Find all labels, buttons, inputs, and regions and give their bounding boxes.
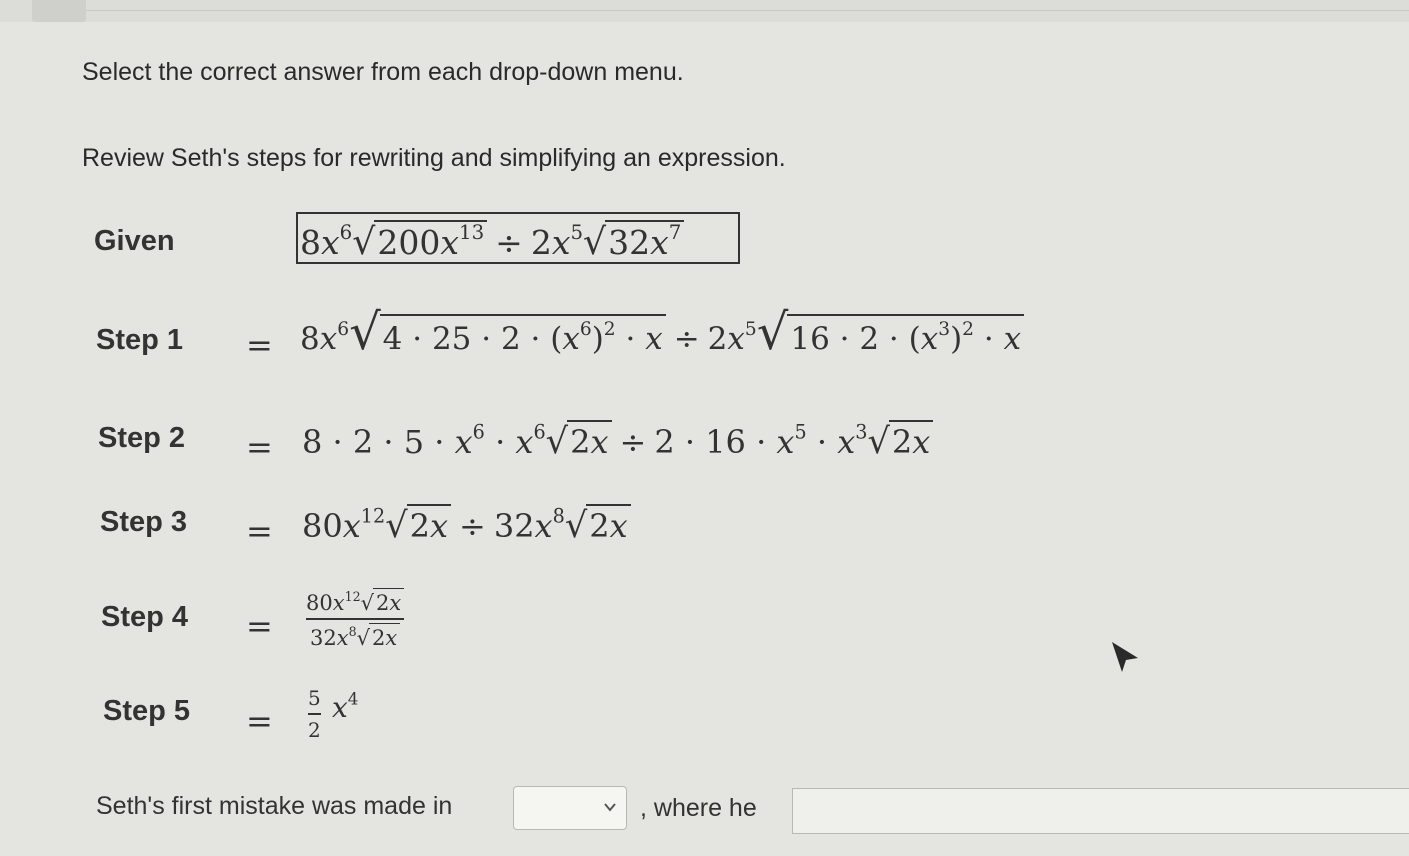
top-bar — [0, 0, 1409, 22]
step-1-expression: $8x^6√4 \cdot 25 \cdot 2 \cdot (x^6)^2 \cdot x \div 2x^5√16 \cdot 2 \cdot (x^3)^2 \cdot x$ — [300, 308, 1024, 358]
chevron-down-icon — [602, 799, 618, 815]
step-5-fraction — [308, 686, 321, 742]
step-2-equals: = — [246, 428, 273, 466]
answer-sentence-mid: , where he — [640, 794, 757, 822]
mouse-cursor-icon — [1110, 640, 1142, 676]
step-label-5: Step 5 — [103, 695, 191, 727]
prompt-text: Review Seth's steps for rewriting and simplifying an expression. — [82, 144, 786, 172]
step-label-3: Step 3 — [100, 506, 188, 538]
step-4-denominator: $32x^8√2x$ — [306, 623, 404, 650]
step-5-denominator: 2 — [308, 718, 321, 742]
step-label-2: Step 2 — [98, 422, 186, 454]
step-label-given: Given — [94, 225, 175, 257]
step-2-expression: $8 \cdot 2 \cdot 5 \cdot x^6 \cdot x^6√2x \div 2 \cdot 16 \cdot x^5 \cdot x^3√2x$ — [302, 420, 933, 459]
step-3-equals: = — [246, 512, 273, 550]
step-label-1: Step 1 — [96, 324, 184, 356]
mistake-dropdown[interactable] — [792, 788, 1409, 834]
step-5-numerator: 5 — [308, 686, 321, 710]
step-label-4: Step 4 — [101, 601, 189, 633]
step-4-equals: = — [246, 607, 273, 645]
step-4-numerator: $80x^{12}√2x$ — [306, 588, 404, 615]
step-5-variable: $x^4$ — [332, 688, 359, 724]
instruction-text: Select the correct answer from each drop-down menu. — [82, 58, 684, 86]
top-divider — [86, 10, 1409, 11]
step-1-equals: = — [246, 326, 273, 364]
answer-sentence-start: Seth's first mistake was made in — [96, 792, 453, 820]
step-dropdown[interactable] — [513, 786, 627, 830]
top-tab[interactable] — [32, 0, 86, 22]
fraction-bar — [306, 618, 404, 620]
given-expression: $8x^6√200x^{13} \div 2x^5√32x^7$ — [300, 220, 684, 260]
step-3-expression: $80x^{12}√2x \div 32x^8√2x$ — [302, 504, 631, 543]
step-5-equals: = — [246, 702, 273, 740]
step-4-fraction — [306, 588, 404, 650]
fraction-bar — [308, 713, 321, 715]
